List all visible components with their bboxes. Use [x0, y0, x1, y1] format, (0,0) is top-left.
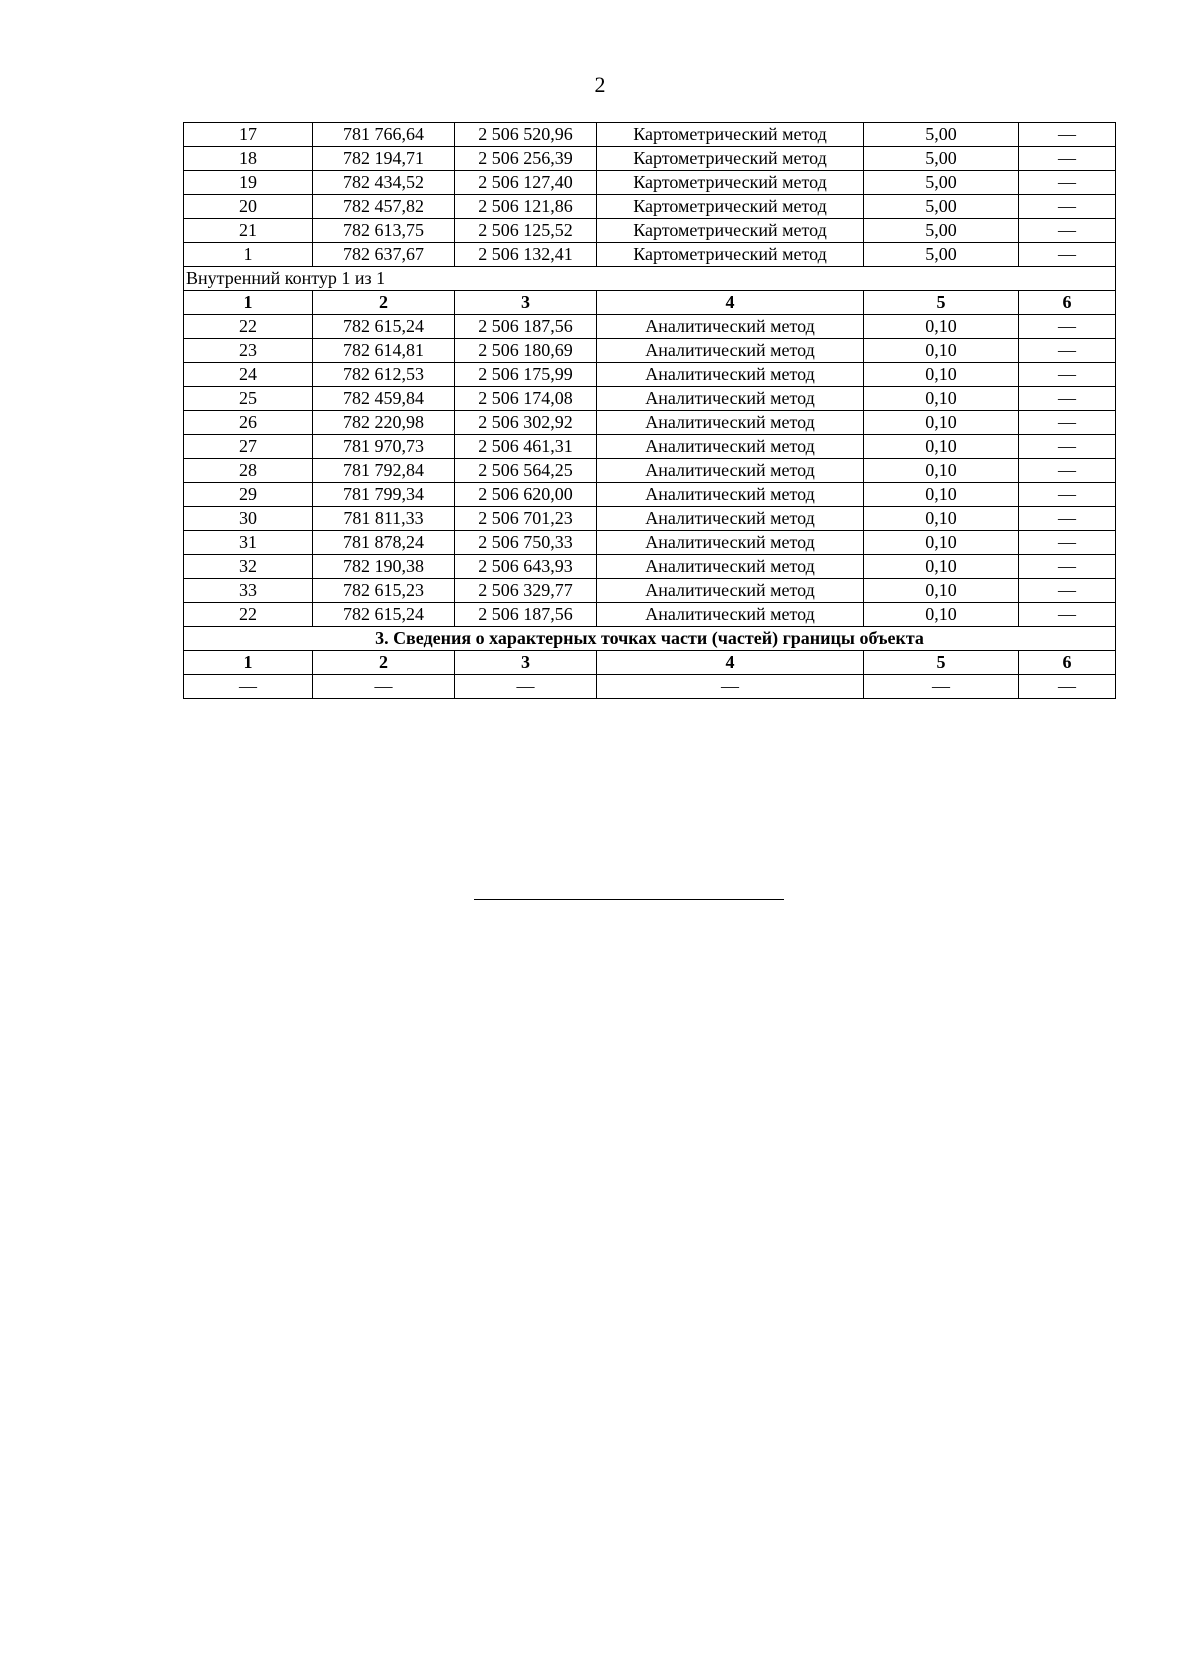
description-cell: —	[1019, 459, 1116, 483]
description-cell: —	[1019, 483, 1116, 507]
table-row	[184, 339, 1116, 363]
table-row	[184, 579, 1116, 603]
y-coordinate-cell: —	[455, 675, 597, 699]
accuracy-cell: 5,00	[864, 147, 1019, 171]
section3-title	[184, 627, 1116, 651]
accuracy-cell: 0,10	[864, 555, 1019, 579]
description-cell: 6	[1019, 291, 1116, 315]
column-number-row	[184, 291, 1116, 315]
method-cell: Аналитический метод	[597, 579, 864, 603]
description-cell: —	[1019, 339, 1116, 363]
table-row	[184, 363, 1116, 387]
point-number-cell: 22	[184, 603, 313, 627]
table-row	[184, 603, 1116, 627]
method-cell: Картометрический метод	[597, 195, 864, 219]
x-coordinate-cell: 781 811,33	[313, 507, 455, 531]
y-coordinate-cell: 3	[455, 651, 597, 675]
x-coordinate-cell: 781 766,64	[313, 123, 455, 147]
point-number-cell: 21	[184, 219, 313, 243]
description-cell: —	[1019, 123, 1116, 147]
y-coordinate-cell: 2 506 175,99	[455, 363, 597, 387]
method-cell: Аналитический метод	[597, 507, 864, 531]
y-coordinate-cell: 2 506 564,25	[455, 459, 597, 483]
accuracy-cell: 0,10	[864, 459, 1019, 483]
description-cell: —	[1019, 411, 1116, 435]
method-cell: —	[597, 675, 864, 699]
description-cell: —	[1019, 243, 1116, 267]
x-coordinate-cell: 781 799,34	[313, 483, 455, 507]
y-coordinate-cell: 2 506 302,92	[455, 411, 597, 435]
method-cell: Картометрический метод	[597, 219, 864, 243]
y-coordinate-cell: 2 506 187,56	[455, 603, 597, 627]
x-coordinate-cell: 782 614,81	[313, 339, 455, 363]
method-cell: Аналитический метод	[597, 435, 864, 459]
accuracy-cell: 5,00	[864, 219, 1019, 243]
x-coordinate-cell: 782 434,52	[313, 171, 455, 195]
method-cell: Аналитический метод	[597, 315, 864, 339]
description-cell: —	[1019, 507, 1116, 531]
y-coordinate-cell: 2 506 174,08	[455, 387, 597, 411]
y-coordinate-cell: 2 506 187,56	[455, 315, 597, 339]
method-cell: Аналитический метод	[597, 411, 864, 435]
description-cell: —	[1019, 195, 1116, 219]
accuracy-cell: 5	[864, 651, 1019, 675]
accuracy-cell: 0,10	[864, 603, 1019, 627]
y-coordinate-cell: 2 506 127,40	[455, 171, 597, 195]
accuracy-cell: —	[864, 675, 1019, 699]
point-number-cell: 19	[184, 171, 313, 195]
description-cell: —	[1019, 147, 1116, 171]
point-number-cell: 26	[184, 411, 313, 435]
signature-line	[474, 899, 784, 900]
accuracy-cell: 5,00	[864, 243, 1019, 267]
point-number-cell: 27	[184, 435, 313, 459]
method-cell: Картометрический метод	[597, 171, 864, 195]
point-number-cell: 23	[184, 339, 313, 363]
description-cell: —	[1019, 435, 1116, 459]
accuracy-cell: 0,10	[864, 531, 1019, 555]
x-coordinate-cell: 782 613,75	[313, 219, 455, 243]
x-coordinate-cell: 781 970,73	[313, 435, 455, 459]
x-coordinate-cell: 782 190,38	[313, 555, 455, 579]
x-coordinate-cell: 782 612,53	[313, 363, 455, 387]
y-coordinate-cell: 2 506 750,33	[455, 531, 597, 555]
table-row	[184, 219, 1116, 243]
description-cell: —	[1019, 315, 1116, 339]
point-number-cell: 24	[184, 363, 313, 387]
table-row	[184, 147, 1116, 171]
point-number-cell: 32	[184, 555, 313, 579]
x-coordinate-cell: 782 615,24	[313, 603, 455, 627]
description-cell: —	[1019, 171, 1116, 195]
characteristic-points-table	[183, 122, 1116, 699]
y-coordinate-cell: 2 506 620,00	[455, 483, 597, 507]
column-number-row	[184, 651, 1116, 675]
method-cell: Картометрический метод	[597, 243, 864, 267]
x-coordinate-cell: 782 615,24	[313, 315, 455, 339]
y-coordinate-cell: 2 506 329,77	[455, 579, 597, 603]
table-row	[184, 243, 1116, 267]
y-coordinate-cell: 2 506 461,31	[455, 435, 597, 459]
point-number-cell: 22	[184, 315, 313, 339]
method-cell: Картометрический метод	[597, 123, 864, 147]
y-coordinate-cell: 2 506 643,93	[455, 555, 597, 579]
point-number-cell: 25	[184, 387, 313, 411]
accuracy-cell: 0,10	[864, 315, 1019, 339]
x-coordinate-cell: 782 637,67	[313, 243, 455, 267]
description-cell: —	[1019, 363, 1116, 387]
description-cell: —	[1019, 675, 1116, 699]
accuracy-cell: 0,10	[864, 387, 1019, 411]
method-cell: Аналитический метод	[597, 603, 864, 627]
point-number-cell: 30	[184, 507, 313, 531]
description-cell: —	[1019, 219, 1116, 243]
table-row	[184, 507, 1116, 531]
point-number-cell: 33	[184, 579, 313, 603]
x-coordinate-cell: 782 459,84	[313, 387, 455, 411]
x-coordinate-cell: 782 220,98	[313, 411, 455, 435]
table-row	[184, 123, 1116, 147]
method-cell: Аналитический метод	[597, 339, 864, 363]
accuracy-cell: 5,00	[864, 123, 1019, 147]
table-row	[184, 195, 1116, 219]
method-cell: Аналитический метод	[597, 387, 864, 411]
table-row	[184, 411, 1116, 435]
method-cell: Аналитический метод	[597, 363, 864, 387]
table-row	[184, 387, 1116, 411]
y-coordinate-cell: 2 506 125,52	[455, 219, 597, 243]
point-number-cell: 1	[184, 651, 313, 675]
y-coordinate-cell: 2 506 132,41	[455, 243, 597, 267]
accuracy-cell: 0,10	[864, 507, 1019, 531]
description-cell: —	[1019, 387, 1116, 411]
description-cell: —	[1019, 603, 1116, 627]
x-coordinate-cell: 2	[313, 291, 455, 315]
point-number-cell: 1	[184, 291, 313, 315]
table-row	[184, 315, 1116, 339]
x-coordinate-cell: 2	[313, 651, 455, 675]
x-coordinate-cell: 781 878,24	[313, 531, 455, 555]
y-coordinate-cell: 2 506 121,86	[455, 195, 597, 219]
point-number-cell: 28	[184, 459, 313, 483]
accuracy-cell: 5,00	[864, 195, 1019, 219]
y-coordinate-cell: 2 506 520,96	[455, 123, 597, 147]
inner-contour-label	[184, 267, 1116, 291]
description-cell: 6	[1019, 651, 1116, 675]
accuracy-cell: 0,10	[864, 363, 1019, 387]
point-number-cell: 31	[184, 531, 313, 555]
table-row	[184, 531, 1116, 555]
point-number-cell: 1	[184, 243, 313, 267]
table-row	[184, 171, 1116, 195]
x-coordinate-cell: 782 615,23	[313, 579, 455, 603]
x-coordinate-cell: —	[313, 675, 455, 699]
point-number-cell: 29	[184, 483, 313, 507]
table-row	[184, 555, 1116, 579]
point-number-cell: 17	[184, 123, 313, 147]
y-coordinate-cell: 2 506 701,23	[455, 507, 597, 531]
x-coordinate-cell: 782 194,71	[313, 147, 455, 171]
section3-title-text: 3. Сведения о характерных точках части (частей) границы объекта	[184, 627, 1116, 651]
point-number-cell: 18	[184, 147, 313, 171]
method-cell: 4	[597, 291, 864, 315]
method-cell: Аналитический метод	[597, 459, 864, 483]
method-cell: Картометрический метод	[597, 147, 864, 171]
point-number-cell: —	[184, 675, 313, 699]
point-number-cell: 20	[184, 195, 313, 219]
table-row	[184, 435, 1116, 459]
y-coordinate-cell: 2 506 180,69	[455, 339, 597, 363]
description-cell: —	[1019, 555, 1116, 579]
table-row	[184, 483, 1116, 507]
accuracy-cell: 0,10	[864, 411, 1019, 435]
accuracy-cell: 0,10	[864, 339, 1019, 363]
method-cell: Аналитический метод	[597, 531, 864, 555]
x-coordinate-cell: 781 792,84	[313, 459, 455, 483]
table-row	[184, 459, 1116, 483]
method-cell: 4	[597, 651, 864, 675]
page-number: 2	[594, 72, 606, 97]
x-coordinate-cell: 782 457,82	[313, 195, 455, 219]
accuracy-cell: 0,10	[864, 435, 1019, 459]
method-cell: Аналитический метод	[597, 555, 864, 579]
table-row	[184, 675, 1116, 699]
inner-contour-label-text: Внутренний контур 1 из 1	[184, 267, 1116, 291]
description-cell: —	[1019, 531, 1116, 555]
method-cell: Аналитический метод	[597, 483, 864, 507]
accuracy-cell: 5	[864, 291, 1019, 315]
accuracy-cell: 0,10	[864, 483, 1019, 507]
y-coordinate-cell: 2 506 256,39	[455, 147, 597, 171]
description-cell: —	[1019, 579, 1116, 603]
accuracy-cell: 0,10	[864, 579, 1019, 603]
y-coordinate-cell: 3	[455, 291, 597, 315]
accuracy-cell: 5,00	[864, 171, 1019, 195]
